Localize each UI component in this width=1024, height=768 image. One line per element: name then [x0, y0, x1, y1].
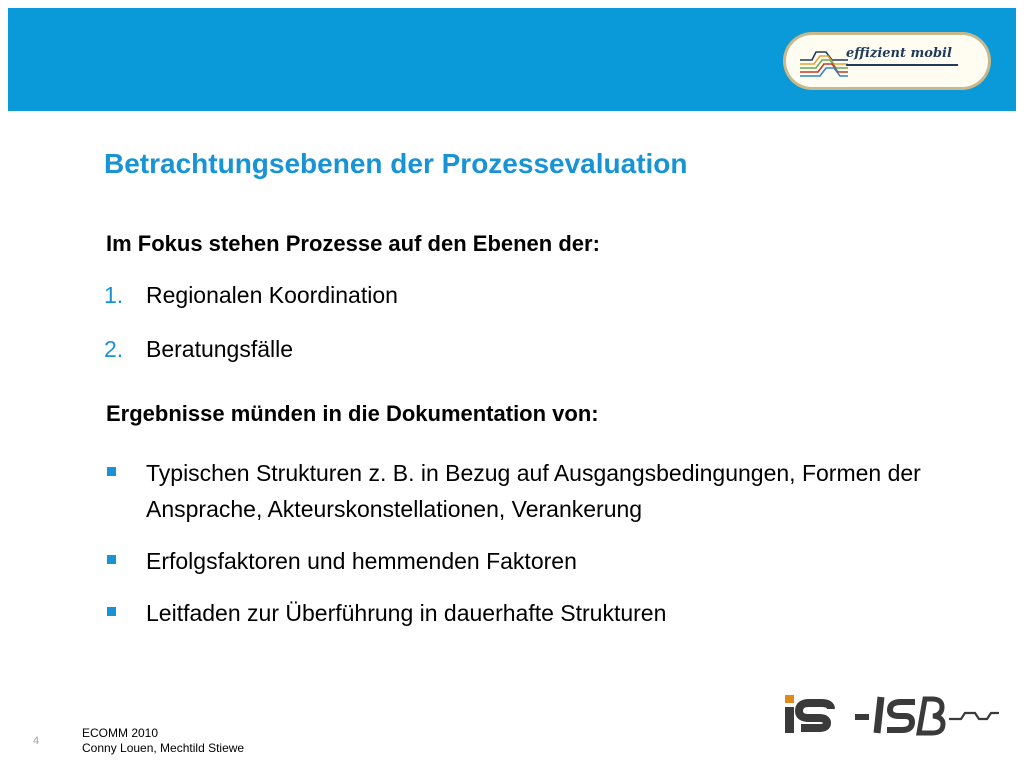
- bullet-list-item: [104, 595, 984, 631]
- rail-lines-icon: [798, 45, 850, 79]
- square-bullet-icon: [107, 467, 116, 476]
- effizient-mobil-logo: [783, 32, 991, 90]
- bullet-list-item: [104, 543, 984, 579]
- numbered-item-text: Beratungsfälle: [146, 336, 294, 362]
- square-bullet-icon: [107, 607, 116, 616]
- footer-text: [82, 726, 244, 756]
- bullet-list: [104, 455, 984, 647]
- logo-underline: [846, 64, 958, 66]
- square-bullet-icon: [107, 555, 116, 564]
- is-isb-logo: [783, 689, 1003, 741]
- footer-authors: Conny Louen, Mechtild Stiewe: [82, 741, 245, 755]
- number-marker: 1.: [104, 282, 124, 308]
- logo-text: effizient mobil: [846, 46, 952, 61]
- section-heading-focus: Im Fokus stehen Prozesse auf den Ebenen der:: [106, 231, 600, 256]
- section-heading-results: Ergebnisse münden in die Dokumentation von:: [106, 401, 599, 426]
- bullet-item-text: Erfolgsfaktoren und hemmenden Faktoren: [146, 548, 577, 574]
- number-marker: 2.: [104, 336, 124, 362]
- numbered-item-text: Regionalen Koordination: [146, 282, 398, 308]
- bullet-item-text: Leitfaden zur Überführung in dauerhafte Strukturen: [146, 600, 667, 626]
- logo-badge-inner: [786, 35, 988, 87]
- bullet-list-item: [104, 455, 984, 527]
- bullet-item-text: Typischen Strukturen z. B. in Bezug auf Ausgangsbedingungen, Formen der Ansprache, Akteurskonstellationen, Verankerung: [146, 460, 921, 522]
- footer-event: ECOMM 2010: [82, 726, 159, 740]
- slide-title: Betrachtungsebenen der Prozessevaluation: [104, 148, 688, 179]
- page-number: 4: [33, 735, 40, 747]
